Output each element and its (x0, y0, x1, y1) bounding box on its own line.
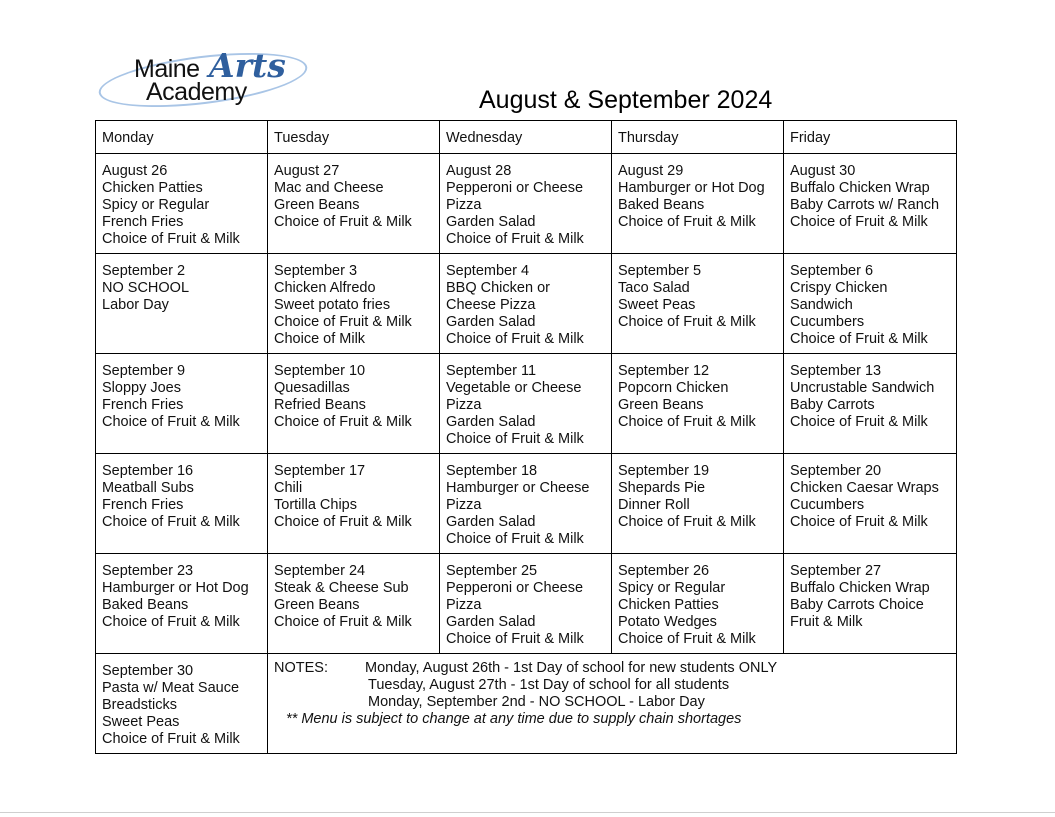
menu-date: August 27 (274, 163, 340, 179)
day-header: Monday (96, 121, 268, 154)
menu-line: Cheese Pizza (446, 297, 536, 313)
menu-date: September 6 (790, 263, 874, 279)
menu-line: Choice of Fruit & Milk (618, 314, 756, 330)
menu-line: Choice of Fruit & Milk (618, 214, 756, 230)
menu-line: Pasta w/ Meat Sauce (102, 680, 240, 696)
menu-line: Sweet Peas (618, 297, 696, 313)
menu-line: Garden Salad (446, 614, 536, 630)
menu-line: Choice of Fruit & Milk (790, 414, 928, 430)
menu-line: Hamburger or Cheese (446, 480, 590, 496)
menu-weeks (96, 154, 957, 754)
lunch-menu-table (95, 120, 957, 754)
menu-line: Chicken Patties (102, 180, 203, 196)
menu-line: Choice of Fruit & Milk (274, 214, 412, 230)
menu-date: September 10 (274, 363, 366, 379)
menu-line: Chicken Alfredo (274, 280, 376, 296)
menu-date: September 27 (790, 563, 882, 579)
school-logo (96, 46, 312, 112)
menu-line: Spicy or Regular (102, 197, 210, 213)
menu-line: Chili (274, 480, 303, 496)
menu-line: Choice of Fruit & Milk (102, 514, 240, 530)
menu-line: Choice of Fruit & Milk (274, 614, 412, 630)
menu-line: Garden Salad (446, 414, 536, 430)
menu-line: Choice of Fruit & Milk (102, 414, 240, 430)
menu-date: September 11 (446, 363, 537, 379)
menu-line: Chicken Caesar Wraps (790, 480, 939, 496)
menu-line: Sandwich (790, 297, 853, 313)
menu-line: Pizza (446, 497, 482, 513)
menu-cell (612, 554, 784, 654)
notes-box (268, 654, 957, 754)
menu-line: Mac and Cheese (274, 180, 384, 196)
note-text: Monday, August 26th - 1st Day of school for new students ONLY (365, 660, 778, 676)
menu-line: French Fries (102, 497, 184, 513)
menu-line: Choice of Fruit & Milk (274, 314, 412, 330)
menu-line: Shepards Pie (618, 480, 706, 496)
menu-cell (612, 354, 784, 454)
notes-label: NOTES: (274, 660, 328, 676)
menu-line: French Fries (102, 397, 184, 413)
page-title: August & September 2024 (479, 86, 773, 114)
menu-cell (268, 454, 440, 554)
menu-date: September 12 (618, 363, 710, 379)
menu-line: Choice of Fruit & Milk (790, 514, 928, 530)
menu-line: Choice of Fruit & Milk (446, 531, 584, 547)
menu-line: Tortilla Chips (274, 497, 357, 513)
menu-line: Refried Beans (274, 397, 366, 413)
menu-cell (96, 254, 268, 354)
menu-line: Choice of Fruit & Milk (102, 231, 240, 247)
week-row (96, 454, 957, 554)
menu-cell (96, 354, 268, 454)
menu-date: September 3 (274, 263, 358, 279)
menu-line: Pizza (446, 597, 482, 613)
logo-word-academy: Academy (146, 78, 247, 106)
menu-date: September 24 (274, 563, 366, 579)
menu-line: Popcorn Chicken (618, 380, 729, 396)
menu-date: September 19 (618, 463, 710, 479)
menu-line: Sweet Peas (102, 714, 180, 730)
menu-line: Breadsticks (102, 697, 177, 713)
menu-cell (440, 254, 612, 354)
final-week-row (96, 654, 957, 754)
menu-line: Labor Day (102, 297, 169, 313)
menu-line: Choice of Milk (274, 331, 366, 347)
menu-cell (784, 154, 957, 254)
menu-line: French Fries (102, 214, 184, 230)
menu-line: Choice of Fruit & Milk (790, 331, 928, 347)
menu-cell (612, 154, 784, 254)
menu-line: Chicken Patties (618, 597, 719, 613)
menu-line: Taco Salad (618, 280, 690, 296)
day-header: Tuesday (268, 121, 440, 154)
menu-cell (268, 554, 440, 654)
menu-cell (612, 454, 784, 554)
note-text: Monday, September 2nd - NO SCHOOL - Labor Day (368, 694, 705, 710)
menu-cell (784, 454, 957, 554)
menu-date: August 28 (446, 163, 512, 179)
menu-line: Buffalo Chicken Wrap (790, 580, 930, 596)
menu-date: August 26 (102, 163, 168, 179)
day-header-row (96, 121, 957, 154)
menu-cell (784, 354, 957, 454)
menu-cell (612, 254, 784, 354)
menu-line: BBQ Chicken or (446, 280, 550, 296)
menu-date: September 16 (102, 463, 194, 479)
menu-line: Choice of Fruit & Milk (274, 514, 412, 530)
menu-cell (784, 554, 957, 654)
menu-line: Garden Salad (446, 514, 536, 530)
menu-line: Cucumbers (790, 497, 865, 513)
menu-line: Hamburger or Hot Dog (102, 580, 249, 596)
menu-line: Potato Wedges (618, 614, 717, 630)
menu-line: Choice of Fruit & Milk (618, 514, 756, 530)
menu-disclaimer: ** Menu is subject to change at any time due to supply chain shortages (286, 711, 742, 727)
menu-date: September 25 (446, 563, 538, 579)
menu-line: Quesadillas (274, 380, 350, 396)
note-text: Tuesday, August 27th - 1st Day of school for all students (368, 677, 730, 693)
menu-line: Buffalo Chicken Wrap (790, 180, 930, 196)
menu-date: September 13 (790, 363, 882, 379)
week-row (96, 154, 957, 254)
menu-line: Cucumbers (790, 314, 865, 330)
menu-line: Baby Carrots (790, 397, 875, 413)
menu-line: Choice of Fruit & Milk (102, 614, 240, 630)
day-header: Friday (784, 121, 957, 154)
menu-line: Baby Carrots Choice (790, 597, 924, 613)
menu-line: Meatball Subs (102, 480, 194, 496)
menu-cell (96, 654, 268, 754)
menu-line: Green Beans (618, 397, 704, 413)
page-divider (0, 812, 1055, 813)
menu-cell (96, 554, 268, 654)
menu-date: August 29 (618, 163, 684, 179)
logo-word-maine: Maine (134, 55, 200, 83)
menu-date: September 9 (102, 363, 186, 379)
menu-cell (268, 254, 440, 354)
menu-line: Green Beans (274, 197, 360, 213)
menu-line: Baked Beans (618, 197, 705, 213)
menu-cell (440, 554, 612, 654)
menu-line: Choice of Fruit & Milk (102, 731, 240, 747)
menu-date: September 4 (446, 263, 530, 279)
menu-line: Choice of Fruit & Milk (446, 431, 584, 447)
menu-line: September 30 (102, 663, 194, 679)
note-row (274, 660, 956, 677)
menu-line: Pizza (446, 397, 482, 413)
menu-cell (784, 254, 957, 354)
menu-line: Baked Beans (102, 597, 189, 613)
menu-date: September 20 (790, 463, 882, 479)
menu-cell (96, 154, 268, 254)
note-row (274, 677, 956, 694)
menu-date: September 5 (618, 263, 702, 279)
day-header: Wednesday (440, 121, 612, 154)
week-row (96, 554, 957, 654)
menu-line: Garden Salad (446, 214, 536, 230)
menu-date: September 23 (102, 563, 194, 579)
menu-cell (440, 454, 612, 554)
menu-line: Choice of Fruit & Milk (618, 631, 756, 647)
menu-line: Baby Carrots w/ Ranch (790, 197, 940, 213)
menu-line: Choice of Fruit & Milk (446, 331, 584, 347)
menu-line: Crispy Chicken (790, 280, 888, 296)
menu-line: Pepperoni or Cheese (446, 180, 584, 196)
menu-cell (96, 454, 268, 554)
menu-line: Pizza (446, 197, 482, 213)
note-row (274, 694, 956, 711)
menu-line: Choice of Fruit & Milk (618, 414, 756, 430)
menu-line: Pepperoni or Cheese (446, 580, 584, 596)
menu-line: Choice of Fruit & Milk (790, 214, 928, 230)
menu-line: Sloppy Joes (102, 380, 181, 396)
menu-date: September 26 (618, 563, 710, 579)
menu-cell (268, 354, 440, 454)
menu-cell (268, 154, 440, 254)
menu-line: Sweet potato fries (274, 297, 391, 313)
menu-cell (440, 354, 612, 454)
menu-line: Uncrustable Sandwich (790, 380, 935, 396)
menu-line: Green Beans (274, 597, 360, 613)
week-row (96, 354, 957, 454)
menu-line: Steak & Cheese Sub (274, 580, 409, 596)
menu-line: Fruit & Milk (790, 614, 863, 630)
menu-cell (440, 154, 612, 254)
day-header: Thursday (612, 121, 784, 154)
menu-line: Vegetable or Cheese (446, 380, 582, 396)
menu-line: NO SCHOOL (102, 280, 190, 296)
logo-word-arts: Arts (209, 46, 286, 85)
menu-line: Garden Salad (446, 314, 536, 330)
menu-line: Dinner Roll (618, 497, 690, 513)
menu-line: Spicy or Regular (618, 580, 726, 596)
menu-date: August 30 (790, 163, 856, 179)
menu-date: September 2 (102, 263, 186, 279)
menu-line: Hamburger or Hot Dog (618, 180, 765, 196)
menu-date: September 18 (446, 463, 538, 479)
menu-date: September 17 (274, 463, 366, 479)
menu-line: Choice of Fruit & Milk (446, 631, 584, 647)
week-row (96, 254, 957, 354)
menu-line: Choice of Fruit & Milk (274, 414, 412, 430)
menu-line: Choice of Fruit & Milk (446, 231, 584, 247)
